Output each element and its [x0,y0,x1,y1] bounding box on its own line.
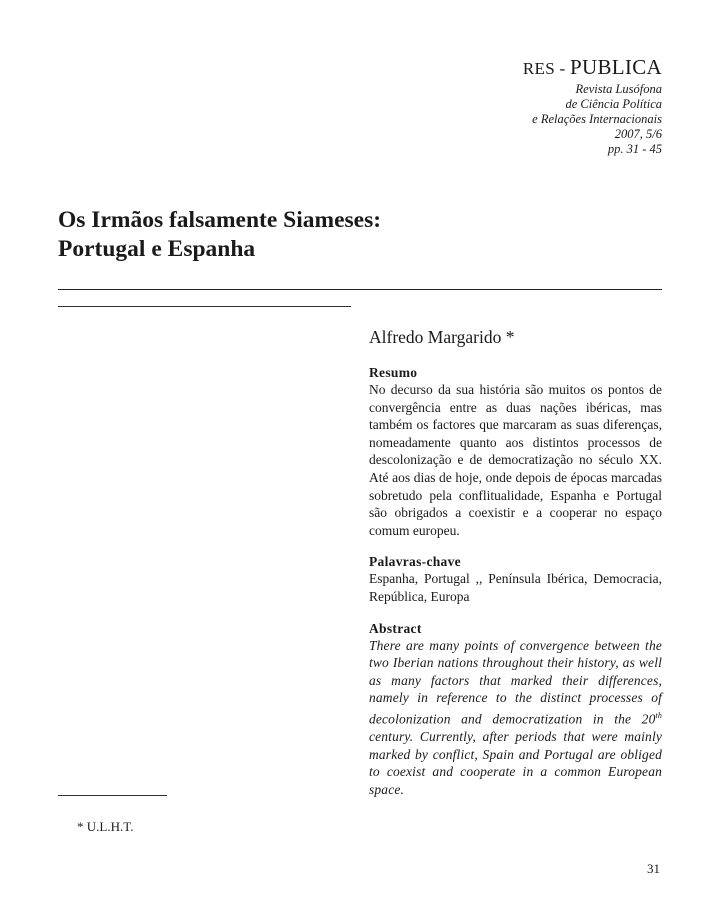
journal-header [523,54,662,157]
abstract-text-part-1: There are many points of convergence between the two Iberian nations throughout their history, as well as many factors that marked their differences, namely in reference to the distinct processes of decolonization and democratization in the 20 [369,637,662,727]
abstract-text [369,637,662,799]
article-title-line-2: Portugal e Espanha [58,236,256,262]
abstract-heading: Abstract [369,620,422,636]
journal-subtitle-3: e Relações Internacionais [532,112,662,126]
author-name: Alfredo Margarido * [369,327,515,347]
footnote-divider [58,795,167,796]
footnote: * U.L.H.T. [77,819,134,834]
journal-name-main: PUBLICA [570,55,662,79]
abstract-superscript: th [655,710,662,720]
journal-subtitle-1: Revista Lusófona [575,82,662,96]
article-title-line-1: Os Irmãos falsamente Siameses: [58,207,382,233]
keywords-text: Espanha, Portugal ,, Península Ibérica, Democracia, República, Europa [369,571,662,604]
article-title [58,206,658,264]
abstract-text-part-2: century. Currently, after periods that were mainly marked by conflict, Spain and Portugal are obliged to coexist and cooperate in a common European space. [369,729,662,797]
resumo-text: No decurso da sua história são muitos os pontos de convergência entre as duas nações ibéricas, mas também os factores que marcaram as suas diferenças, nomeadamente quanto aos distintos processos de descolonização e de democratização no século XX. Até aos dias de hoje, onde depois de épocas marcadas sobretudo pela conflitualidade, Espanha e Portugal são obrigados a coexistir e a cooperar no espaço comum europeu. [369,382,662,538]
title-divider [58,289,662,290]
short-divider [58,306,351,307]
abstract-column [369,326,662,798]
journal-name [523,54,662,82]
journal-pages: pp. 31 - 45 [607,142,662,156]
keywords-heading: Palavras-chave [369,554,461,570]
journal-name-prefix: RES - [522,59,571,78]
journal-subtitle-2: de Ciência Política [565,97,662,111]
page-number: 31 [647,861,660,876]
journal-issue: 2007, 5/6 [614,127,662,141]
resumo-heading: Resumo [369,365,418,380]
